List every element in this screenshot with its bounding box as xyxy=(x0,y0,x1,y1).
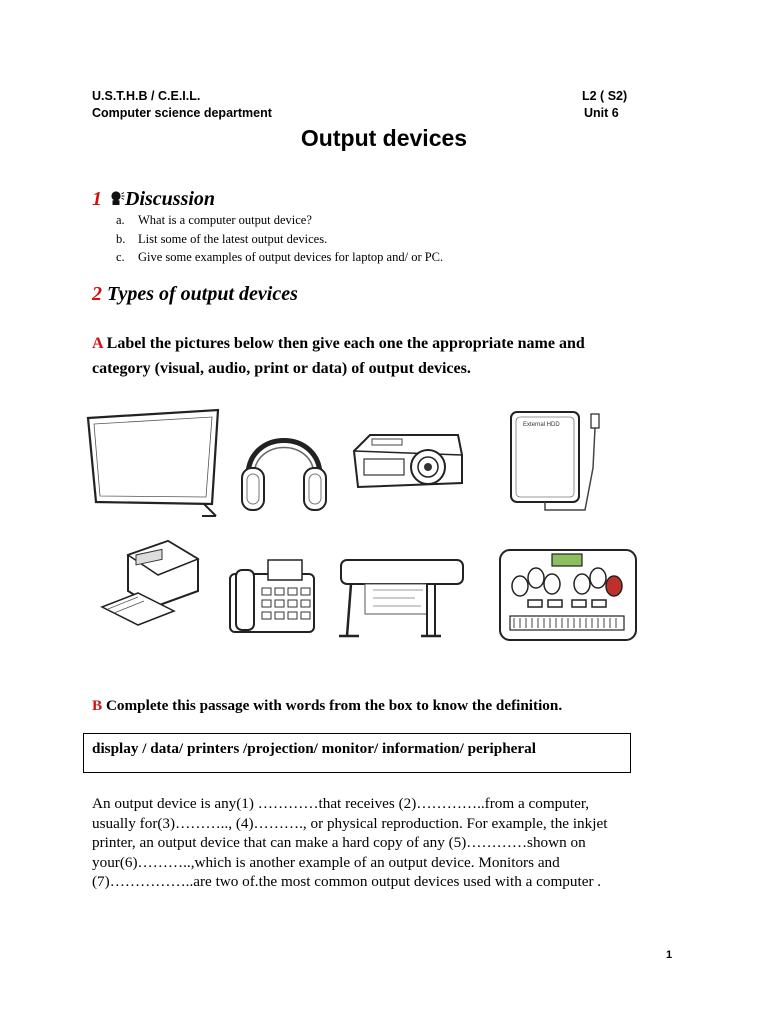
task-a-line2: category (visual, audio, print or data) of output devices. xyxy=(92,360,471,377)
hdd-label: External HDD xyxy=(523,422,560,428)
word-box xyxy=(83,733,631,773)
headphones-picture xyxy=(238,408,330,525)
task-b-instruction xyxy=(92,697,562,715)
passage-line: An output device is any(1) …………that receives (2)…………..from a computer, xyxy=(92,795,590,812)
monitor-picture xyxy=(84,408,224,523)
passage-line: usually for(3)……….., (4)………., or physical reproduction. For example, the inkjet xyxy=(92,814,608,832)
question-b: List some of the latest output devices. xyxy=(138,232,328,246)
passage-line: printer, an output device that can make a hard copy of any (5)…………shown on xyxy=(92,834,586,851)
types-heading xyxy=(92,283,298,306)
level-label: L2 ( S2) xyxy=(582,89,628,103)
page-number: 1 xyxy=(666,949,673,961)
plotter-picture xyxy=(335,550,469,647)
printer-picture xyxy=(98,535,218,634)
task-a-letter: A xyxy=(92,335,103,352)
task-b-letter: B xyxy=(92,697,103,714)
passage-line: your(6)………..,which is another example of an output device. Monitors and xyxy=(92,853,560,871)
passage-line: (7)……………..are two of.the most common output devices used with a computer . xyxy=(92,873,602,890)
external-hdd-picture xyxy=(505,408,615,523)
projector-picture xyxy=(350,425,466,502)
discussion-heading xyxy=(92,188,215,213)
discussion-title: Discussion xyxy=(125,188,216,210)
fax-phone-picture xyxy=(226,556,318,641)
institution-label: U.S.T.H.B / C.E.I.L. xyxy=(92,89,201,103)
task-a-instruction xyxy=(92,331,585,381)
task-a-line1: Label the pictures below then give each one the appropriate name and xyxy=(106,335,585,352)
department-label: Computer science department xyxy=(92,106,272,120)
word-box-text: display / data/ printers /projection/ monitor/ information/ peripheral xyxy=(92,740,536,757)
unit-label: Unit 6 xyxy=(584,106,619,120)
question-a: What is a computer output device? xyxy=(138,213,312,227)
types-title: Types of output devices xyxy=(107,283,298,305)
definition-passage xyxy=(92,794,607,892)
types-number: 2 xyxy=(92,283,102,305)
task-b-text: Complete this passage with words from the box to know the definition. xyxy=(105,697,563,714)
speaking-head-icon xyxy=(110,190,125,213)
braille-display-picture xyxy=(496,546,640,649)
question-a-marker: a. xyxy=(116,213,125,227)
question-c-marker: c. xyxy=(116,250,125,264)
page-title: Output devices xyxy=(300,125,468,151)
question-b-marker: b. xyxy=(116,232,126,246)
question-c: Give some examples of output devices for laptop and/ or PC. xyxy=(138,250,444,264)
discussion-number: 1 xyxy=(92,188,102,210)
